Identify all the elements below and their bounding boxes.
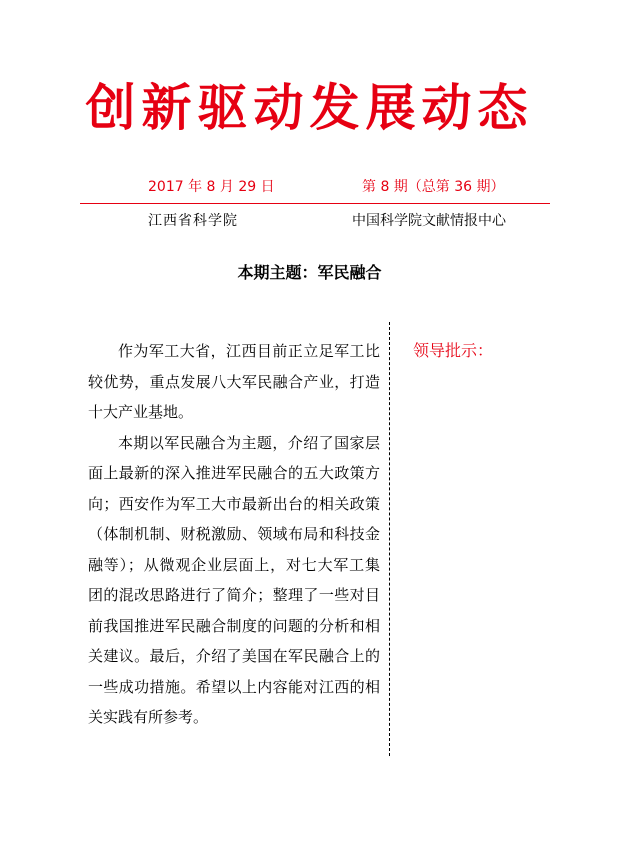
publisher-right: 中国科学院文献情报中心 — [352, 213, 506, 229]
publisher-left: 江西省科学院 — [148, 213, 238, 229]
leader-note-label: 领导批示： — [413, 341, 494, 360]
issue-number: 第 8 期（总第 36 期） — [362, 179, 505, 195]
issue-date: 2017 年 8 月 29 日 — [148, 179, 275, 195]
body-text — [88, 336, 380, 733]
header-rule — [80, 203, 550, 204]
masthead-title: 创新驱动发展动态 — [85, 78, 534, 137]
body-paragraph-1: 作为军工大省，江西目前正立足军工比较优势，重点发展八大军民融合产业，打造十大产业基地。 — [88, 342, 380, 421]
column-divider — [389, 322, 390, 756]
body-paragraph-2: 本期以军民融合为主题，介绍了国家层面上最新的深入推进军民融合的五大政策方向；西安作为军工大市最新出台的相关政策（体制机制、财税激励、领域布局和科技金融等）；从微观企业层面上，对七大军工集团的混改思路进行了简介；整理了一些对目前我国推进军民融合制度的问题的分析和相关建议。最后，介绍了美国在军民融合上的一些成功措施。希望以上内容能对江西的相关实践有所参考。 — [88, 433, 380, 726]
issue-theme: 本期主题：军民融合 — [237, 263, 382, 282]
